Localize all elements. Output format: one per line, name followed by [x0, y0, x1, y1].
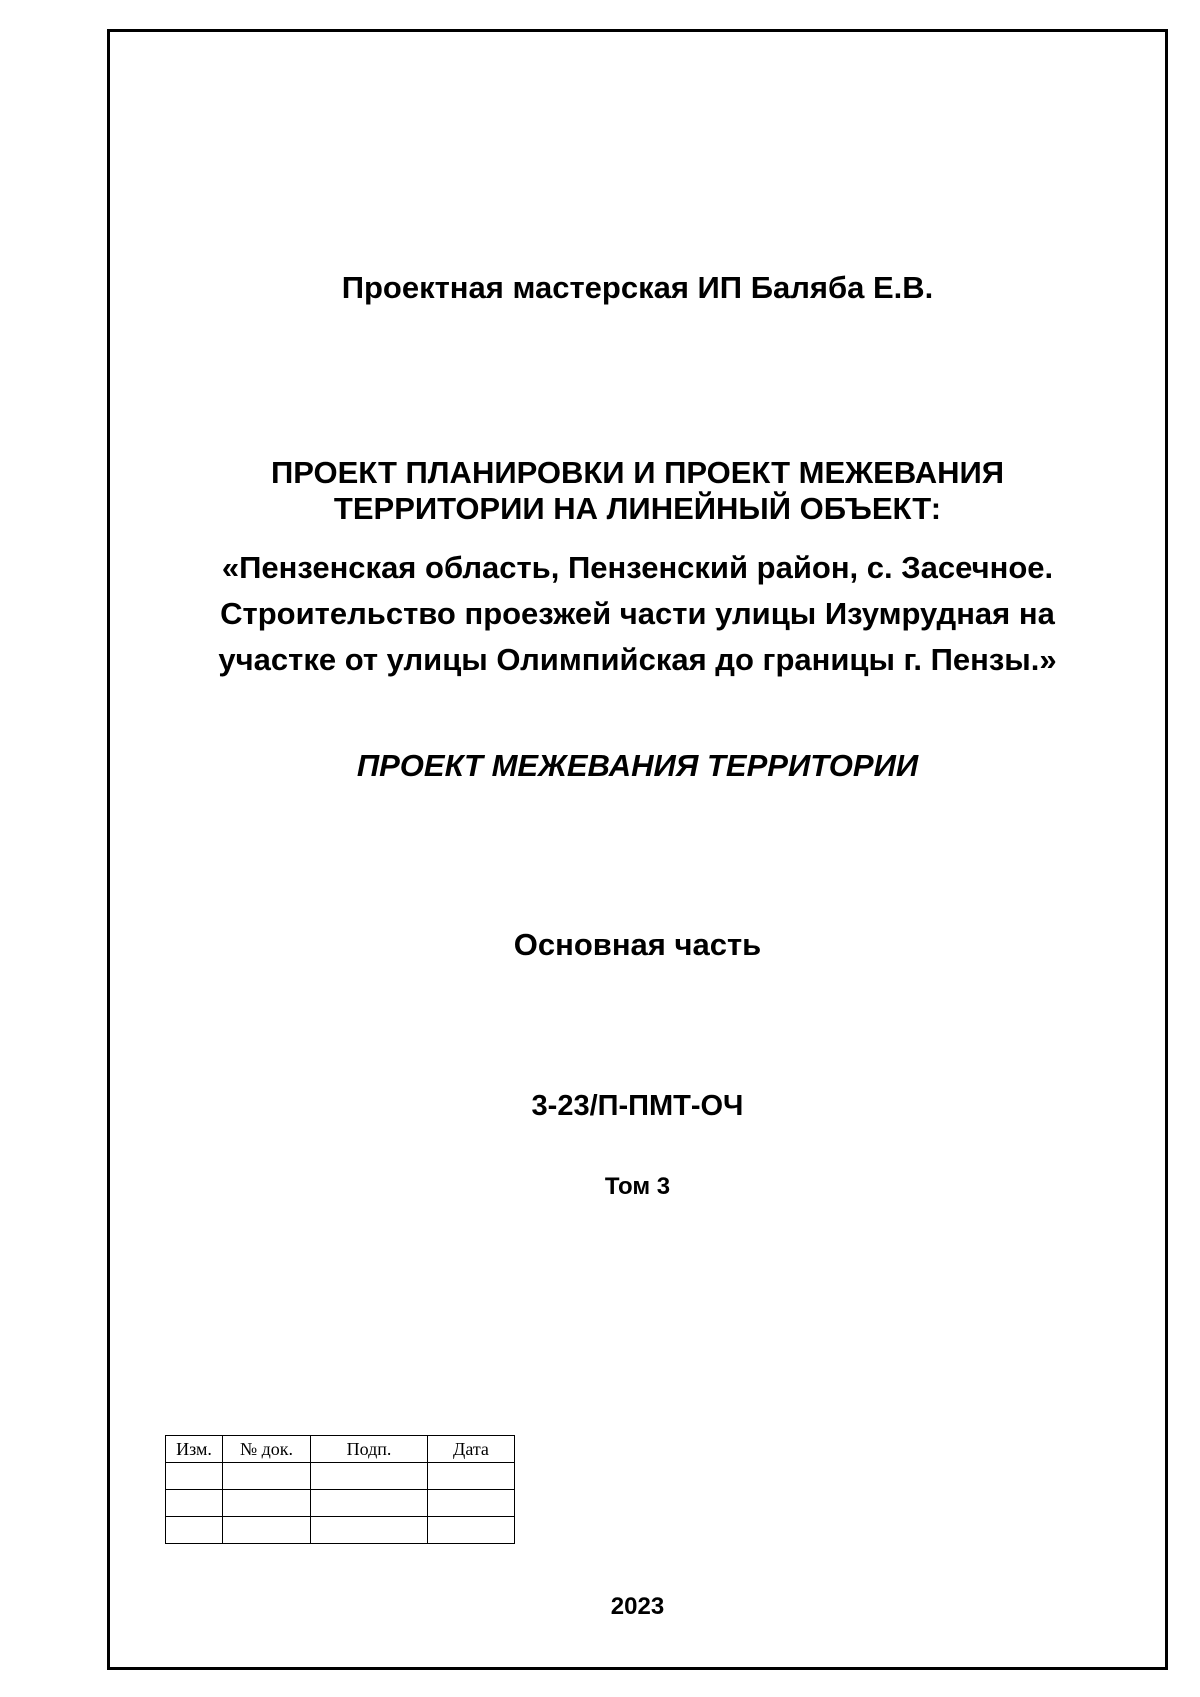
stamp-header-cell: Изм. — [166, 1436, 223, 1463]
object-description-line: Строительство проезжей части улицы Изумрудная на — [220, 596, 1055, 631]
stamp-cell — [223, 1463, 311, 1490]
stamp-header-cell: Дата — [428, 1436, 515, 1463]
design-studio-name: Проектная мастерская ИП Баляба Е.В. — [341, 270, 934, 305]
document-year: 2023 — [610, 1593, 665, 1620]
revision-stamp-table — [165, 1435, 515, 1544]
stamp-cell — [166, 1490, 223, 1517]
stamp-cell — [223, 1517, 311, 1544]
volume-label: Том 3 — [604, 1173, 671, 1200]
stamp-header-cell: № док. — [223, 1436, 311, 1463]
stamp-cell — [166, 1517, 223, 1544]
stamp-cell — [166, 1463, 223, 1490]
object-description — [107, 545, 1168, 683]
stamp-cell — [311, 1463, 428, 1490]
document-title-line: ПРОЕКТ ПЛАНИРОВКИ И ПРОЕКТ МЕЖЕВАНИЯ — [270, 455, 1005, 490]
stamp-header-row — [166, 1436, 515, 1463]
stamp-cell — [428, 1517, 515, 1544]
document-title-line: ТЕРРИТОРИИ НА ЛИНЕЙНЫЙ ОБЪЕКТ: — [333, 491, 942, 526]
stamp-empty-row — [166, 1463, 515, 1490]
stamp-cell — [311, 1517, 428, 1544]
stamp-empty-row — [166, 1517, 515, 1544]
stamp-cell — [428, 1490, 515, 1517]
object-description-line: участке от улицы Олимпийская до границы г. Пензы.» — [218, 642, 1057, 677]
stamp-cell — [311, 1490, 428, 1517]
document-code: 3-23/П-ПМТ-ОЧ — [531, 1090, 744, 1122]
object-description-line: «Пензенская область, Пензенский район, с. Засечное. — [221, 550, 1054, 585]
stamp-empty-row — [166, 1490, 515, 1517]
stamp-header-cell: Подп. — [311, 1436, 428, 1463]
document-title — [107, 455, 1168, 527]
section-title: Основная часть — [513, 927, 762, 962]
stamp-cell — [223, 1490, 311, 1517]
stamp-cell — [428, 1463, 515, 1490]
part-title: ПРОЕКТ МЕЖЕВАНИЯ ТЕРРИТОРИИ — [356, 748, 919, 783]
